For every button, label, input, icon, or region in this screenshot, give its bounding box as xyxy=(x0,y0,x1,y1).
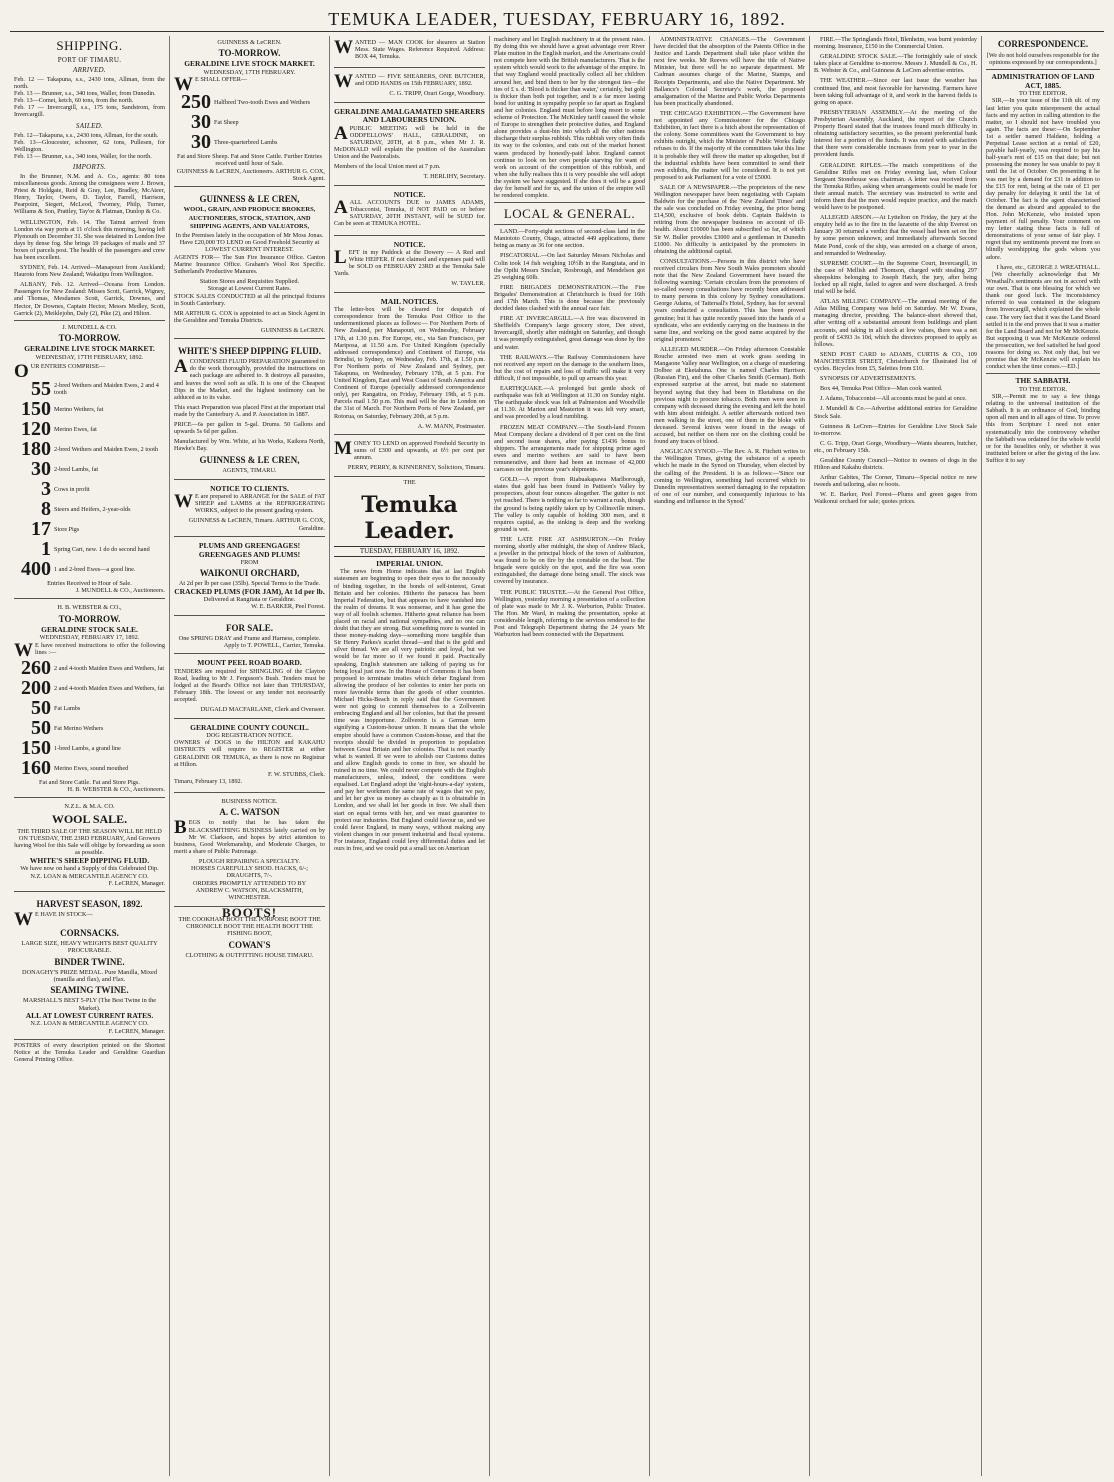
wanted-shearers: ANTED — FIVE SHEARERS, ONE BUTCHER, and ODD HANDS on 15th FEBRUARY, 1892. xyxy=(355,73,485,88)
news-paragraph: GERALDINE RIFLES.—The match competitions of the Geraldine Rifles met on Friday evening last, when Colour Sergeant Stonehouse was chairman. A letter was received from the Temuka Rifles, asking when arrangements could be made for their annual match. The secretary was instructed to write and inform them that the men would require practice, and the match would have to be postponed. xyxy=(814,161,977,212)
mundell-entry-count: 400 xyxy=(21,557,51,580)
local-general-heading: LOCAL & GENERAL. xyxy=(503,206,636,222)
gl-entry-count: 30 xyxy=(191,111,211,134)
seaming-text: MARSHALL'S BEST 5-PLY (The Best Twine in the Market). xyxy=(22,997,157,1012)
dog-body: OWNERS of DOGS in the HILTON and KAKAHU DISTRICTS will require to REGISTER at either GERALDINE OR TEMUKA, as there is now no Registrar at Hilton. xyxy=(174,739,325,768)
mundell-entry-count: 17 xyxy=(31,517,51,540)
forsale-ad xyxy=(174,618,325,655)
sale-date: WEDNESDAY, 17TH FEBRUARY, 1892. xyxy=(35,353,144,361)
wool-sale-title: WOOL SALE. xyxy=(51,811,128,826)
mundell-entry-desc: Steers and Heifers, 2-year-olds xyxy=(54,505,131,513)
gl2-lend: Have £20,000 TO LEND on Good Freehold Security at LOWEST CURRENT INTEREST. xyxy=(179,239,320,254)
cowans-sub: CLOTHING & OUTFITTING HOUSE TIMARU. xyxy=(185,951,314,959)
dog-reg-ad xyxy=(174,721,325,794)
gl2-storage: Storage at Lowest Current Rates. xyxy=(207,285,292,293)
news-paragraph: J. Adams, Tobacconist—All accounts must be paid at once. xyxy=(820,395,967,403)
mundell-entry-row xyxy=(14,517,165,540)
watson-title: A. C. WATSON xyxy=(219,807,280,818)
union-title: GERALDINE AMALGAMATED SHEARERS AND LABOURERS UNION. xyxy=(334,106,485,125)
column-7 xyxy=(982,36,1104,1476)
mundell-entry-row xyxy=(14,477,165,500)
plough: PLOUGH REPAIRING A SPECIALTY. xyxy=(198,857,301,865)
gl-entry-desc: Halfbred Two-tooth Ewes and Wethers xyxy=(214,99,311,107)
gl2-title: GUINNESS & LE CREN, xyxy=(199,194,300,205)
gl-entry-row xyxy=(174,113,325,132)
cornsacks-text: LARGE SIZE, HEAVY WEIGHTS BEST QUALITY PROCURABLE. xyxy=(21,940,158,955)
notice-clients-body: E are prepared to ARRANGE for the SALE of FAT SHEEP and LAMBS at the REFRIGERATING WORKS, subject to the present grading system. xyxy=(195,493,325,515)
mundell-entry-count: 8 xyxy=(41,497,51,520)
webster-entry-desc: Fat Merino Wethers xyxy=(54,724,104,732)
notice-adams-ad xyxy=(334,188,485,236)
correspondence-note: [We do not hold ourselves responsible for the opinions expressed by our correspondents.] xyxy=(986,52,1100,67)
union-ad xyxy=(334,105,485,186)
local-news-list xyxy=(494,228,645,638)
plums-from: FROM xyxy=(240,559,259,567)
mundell-entry-count: 1 xyxy=(41,537,51,560)
mundell-sign: J. MUNDELL & CO., Auctioneers. xyxy=(75,587,165,595)
divider-3 xyxy=(986,69,1100,70)
entries-footer: Entries Received to Hour of Sale. xyxy=(47,579,132,587)
news-paragraph: THE LATE FIRE AT ASHBURTON.—On Friday morning, shortly after midnight, the shop of Andrew Black, a jeweller in the principal block of the town of Ashburton, was found to be on fire by the constable on the beat. The brigade were quickly on the spot, and the fire was soon extinguished, the damage done being small. The stock was covered by insurance. xyxy=(494,535,645,586)
gl3-sub: AGENTS, TIMARU. xyxy=(222,467,277,475)
news-paragraph: LAND.—Forty-eight sections of second-class land in the Maniototo County, Otago, attracted 449 applications, there being as many as 36 for one section. xyxy=(494,228,645,250)
whites-body: CONDENSED FLUID PREPARATION guaranteed to do the work thoroughly, provided the instructions on each package are adhered to. It destroys all parasites, and leaves the wool soft as silk. It is one of the Cheapest Dips in the Market, and the highest testimony can be adduced as to its value. xyxy=(174,358,325,401)
news-paragraph: SUPREME COURT.—In the Supreme Court, Invercargill, in the case of Mellish and Thomson, charged with stealing 297 sheepskins belonging to Joseph Hatch, the jury, after being locked up all night, failed to agree and were discharged. A fresh trial will be held. xyxy=(814,259,977,296)
divider xyxy=(494,202,645,203)
mundell-entry-desc: 2-bred Lambs, fat xyxy=(54,465,99,473)
sydney-news: SYDNEY, Feb. 14. Arrived—Manapouri from Auckland; Hauroto from New Zealand; Wakatipu from Wellington. xyxy=(14,264,165,279)
gl-entry-row xyxy=(174,93,325,112)
wellington-news: WELLINGTON, Feb. 14. The Tainui arrived from London via way ports at 11 o'clock this morning, having left Plymouth on December 31. She was detained in London five days by dense fog. She brings 19 packages of mails and 37 boxes of parcels post. The health of the passengers and crew has been excellent. xyxy=(14,218,165,261)
sailed-list: Feb. 12—Takapuna, s.s., 2430 tons, Allman, for the south. Feb. 13—Gloucester, schooner, 62 tons, Pullesen, for Wellington. Feb. 13 — Brunner, s.s., 340 tons, Waller, for the north. xyxy=(14,131,165,160)
divider-2 xyxy=(494,224,645,225)
waikonui: WAIKONUI ORCHARD, xyxy=(199,568,300,579)
gl-entry-row xyxy=(174,133,325,152)
gl2-cox: MR ARTHUR G. COX is appointed to act as Stock Agent in the Geraldine and Temuka Districts. xyxy=(174,309,325,324)
correspondence-heading: CORRESPONDENCE. xyxy=(997,39,1089,49)
notice1-head: NOTICE. xyxy=(393,189,426,199)
news-paragraph: W. E. Barker, Peel Forest—Plums and green gages from Waikonui orchard for sale; quotes prices. xyxy=(814,491,977,506)
news-paragraph: ATLAS MILLING COMPANY.—The annual meeting of the Atlas Milling Company was held on Saturday. Mr W. Evans, managing director, presiding. The balance-sheet showed that, after writing off a substantial amount from buildings and plant accounts, and taking in all stock at low values, there was a net profit of £4393 3s 10d, which the directors proposed to apply as follows. xyxy=(814,298,977,348)
editorial-continued: machinery and let English machinery in at the present rates. By doing this we should have a great advantage over River Plate mutton in the English market, and the Americans could not compete here with the British manufacturers. That is the system which would work to the advantage of the empire. In that way England would practically collect all her children around her, and bind them to her by the strongest ties—the ties of £ s. d. 'Blood is thicker than water,' certainly, but gold is thicker than both put together, and is a far more lasting bond for uniting in sympathy people so far apart as England and her colonies. England must before long resort to some scheme of Protection. The McKinley tariff caused the whole of Europe to strengthen their protective duties, and England alone provides a dust-bin into which all the other nations discharge their surplus rubbish. This rubbish very often finds its way to the colonies, and cuts out of the market honest wares produced by honestly-paid labor. England cannot continue to look on her own people starving for want of work on account of the competition of this rubbish, and when she fully realises this it is very possible she will adopt the system we have suggested. If she does it will be a good day for herself and for us, and the union of the empire will be rendered complete. xyxy=(494,36,645,200)
harvest-title: HARVEST SEASON, 1892. xyxy=(36,899,143,910)
dropcap-m: M xyxy=(334,437,352,459)
news-paragraph: GOLD.—A report from Riabuakapawa Marlborough, states that gold has been found in Pattison's Valley by prospectors, about four ounces altogether. The gutter is not yet reached. There is nothing so far to warrant a rush, though the ground is being rapidly taken up by Collinsville miners. The valley is only capable of holding 300 men, and it requires capital, as the sinking is deep and the working ground is wet. xyxy=(494,476,645,533)
imperial-head: IMPERIAL UNION. xyxy=(376,558,443,568)
mundell-entry-row xyxy=(14,417,165,440)
barker-sign: W. E. BARKER, Peel Forest. xyxy=(251,603,325,611)
gl2-sign: GUINNESS & LeCREN. xyxy=(260,326,325,334)
nz-loan-2: N.Z. LOAN & MERCANTILE AGENCY CO. xyxy=(30,1020,149,1028)
whites-dip-title: WHITE'S SHEEP DIPPING FLUID. xyxy=(29,855,150,865)
gl2-premises: In the Premises lately in the occupation of Mr Moss Jonas. xyxy=(175,231,324,239)
news-paragraph: PISCATORIAL.—On last Saturday Messrs Nicholas and Colin took 14 fish weighing 10½lb in the Rangitata, and in the Opihi Messrs Sinclair, Rosbrough, and Mendelson got 25 weighing 60lb. xyxy=(494,252,645,281)
editor-note: [We cheerfully acknowledge that Mr Wreathall's sentiments are not in accord with our own. That is one blessing for which we thank our good luck. The inconsistency referred to was contained in the telegram from Invercargill, which explained the whole case. The very fact that it was the Land Board settled it in the end proves that it was a matter for the Land Board and not for Mr McKenzie. But supposing it was Mr McKenzie ordered the prosecution, we feel satisfied he had good reasons for doing so. Not only that, but we promise that Mr McKenzie will explain his conduct when the time comes.—ED.] xyxy=(986,270,1100,371)
whites-prize: This exact Preparation was placed First at the important trial made by the Canterbury A. and P. Association in 1887. xyxy=(174,403,325,418)
mtpeel-ad xyxy=(174,656,325,718)
to-editor-2: TO THE EDITOR. xyxy=(1018,385,1068,393)
notice1-body: ALL ACCOUNTS DUE to JAMES ADAMS, Tobacconist, Temuka, if NOT PAID on or before SATURDAY, 20TH INSTANT, will be SUED for. Can be seen at TEMUKA HOTEL. xyxy=(334,199,485,228)
gl-entry-desc: Fat Sheep xyxy=(214,119,239,127)
dog-sign: F. W. STUBBS, Clerk. xyxy=(267,770,325,778)
webster-entry-row xyxy=(14,656,165,679)
admin-land-heading: ADMINISTRATION OF LAND ACT, 1885. xyxy=(991,72,1095,90)
news-paragraph: J. Mundell & Co.—Advertise additional entries for Geraldine Stock Sale. xyxy=(814,405,977,420)
binder-title: BINDER TWINE. xyxy=(54,956,125,967)
gl-market: GERALDINE LIVE STOCK MARKET. xyxy=(184,59,315,69)
mtpeel-body: TENDERS are required for SHINGLING of the Clayton Road, leading to Mr J. Ferguson's Bush. Tenders must be lodged at the Board's Office not later than THURSDAY, February 18th. The lowest or any tender not necessarily accepted. xyxy=(174,667,325,704)
news-list-2 xyxy=(654,36,805,505)
mundell-entry-row xyxy=(14,457,165,480)
dropcap-a: A xyxy=(174,356,188,378)
notice-clients-sign: GUINNESS & LeCREN, Timaru. ARTHUR G. COX, Geraldine. xyxy=(188,517,325,532)
gl-date: WEDNESDAY, 17TH FEBRUARY. xyxy=(203,68,296,76)
whites-fluid-ad xyxy=(174,341,325,479)
news-paragraph: GERALDINE STOCK SALE.—The fortnightly sale of stock takes place at Geraldine to-morrow. Messrs J. Mundell & Co., H. B. Webster & Co., and Guinness & LeCren advertise entries. xyxy=(814,53,977,75)
webster-entry-desc: Fat Lambs xyxy=(54,704,81,712)
dropcap-o: O xyxy=(14,360,29,382)
entries-intro: UR ENTRIES COMPRISE— xyxy=(30,362,106,370)
news-paragraph: ALLEGED MURDER.—On Friday afternoon Constable Rouche arrested two men at work grass seeding in Mangaone Valley near Wellington, on a charge of murdering Dolbee at Eketahuna. One is named Charles Harrison (Russian Fin), and the other Charles Smith (German). Both expressed surprise at the arrest, but made no statement beyond saying that they had been in Eketahuna on the previous night to procure tobacco. Both men were seen in company with deceased during the evening and left the hotel with him about midnight. A settler afterwards noticed two men walking in the street, one of them in the bloke with deceased. Several knives were found in the swags of accused, but neither on them nor on the clothing could be found any traces of blood. xyxy=(654,345,805,446)
mundell-entry-desc: 2-bred Wethers and Maiden Ewes, 2 tooth xyxy=(54,445,159,453)
whites-title: WHITE'S SHEEP DIPPING FLUID. xyxy=(177,346,322,357)
leader-date: TUESDAY, FEBRUARY 16, 1892. xyxy=(334,546,485,557)
dropcap-w: W xyxy=(14,639,33,661)
mundell-entry-desc: Store Pigs xyxy=(54,525,80,533)
news-paragraph: Arthur Gabites, The Corner, Timaru—Special notice re new tweeds and tailoring, also re boots. xyxy=(814,474,977,489)
money-lend-ad xyxy=(334,437,485,477)
mail-body: The letter-box will be cleared for despatch of correspondence from the Temuka Post Office to the undermentioned places as follows:— For Northern Ports of New Zealand, per Manapouri, on Wednesday, February 17th, at 1.30 p.m. For Europe, etc., via San Francisco, per Mariposa, at 11.50 a.m. For United Kingdom (specially addressed correspondence) and Continent of Europe, via Brindisi, to Sydney, on Wednesday, Feb. 17th, at 1.50 p.m. For Northern ports of New Zealand and Sydney, per Takapuna, on Wednesday, February 17th, at 5 p.m. For United Kingdom, East and West Coast of South America and Continent of Europe (specially addressed correspondence only), per Rangatira, on Friday, February 19th, at 5 p.m. Parcels mail 1.50 p.m. This mail will be due in London on the 31st of March. For Northern Ports of New Zealand, per Rotorua, on Saturday, February 20th, at 5 p.m. xyxy=(334,306,485,420)
gl-entry-count: 30 xyxy=(191,131,211,154)
land-letter: SIR,—In your issue of the 11th ult. of my last letter you quite misrepresent the actual facts and my action in calling attention to the matter, so I should not have troubled you again. The facts are these:—On September 1st a settler named Haldane, holding a Perpetual Lease section at a rental of £20, payable half-yearly, was required to pay his half-year's rent of £15 on that date; but not possessing the money he was unable to pay it until the 1st of October. On presenting it he was met by a demand for £31 in addition to the £15 for rent, being at the rate of £1 per day penalty for delaying it until the 1st of October. The fact is the agent characterised the demand as absurd and appealed to the Hon. John McKenzie, who insisted upon payment of full penalty. Your comment on my letter stating these facts is full of demonstrations of your sense of fair play. I regret that my sentiments prevent me from so blindly worshipping the gods whom you adore. xyxy=(986,97,1100,261)
mundell-firm: J. MUNDELL & CO. xyxy=(62,323,117,331)
mundell-entry-count: 150 xyxy=(21,397,51,420)
mail-notices xyxy=(334,295,485,435)
live-stock-market: GERALDINE LIVE STOCK MARKET. xyxy=(24,344,155,354)
news-paragraph: FROZEN MEAT COMPANY.—The South-land Frozen Meat Company declare a dividend of 8 per cent on the first and second issue shares, after paying £1436 bonus to shippers. The arrangements made for shipping prime aged ewes and merino wethers are said to have been remunerative, and there had been an increase of 42,000 carcases on the previous year's shipments. xyxy=(494,423,645,474)
webster-entry-count: 160 xyxy=(21,756,51,779)
notice2-sign: W. TAYLER. xyxy=(451,280,485,288)
column-6 xyxy=(810,36,982,1476)
news-paragraph: THE RAILWAYS.—The Railway Commissioners have not received any report on the damage to the southern lines, but the cost of repairs and loss of traffic will make it very difficult, if not impossible, to pull up arrears this year. xyxy=(494,353,645,382)
webster-entry-row xyxy=(14,716,165,739)
arrived-list: Feb. 12 — Takapuna, s.s., 2430 tons, Allman, from the north. Feb. 13 — Brunner, s.s., 340 tons, Waller, from Dunedin. Feb. 13—Comet, ketch, 60 tons, from the north. Feb. 17 — Invercargill, s.s., 175 tons, Sandstrom, from Invercargill. xyxy=(14,76,165,119)
mundell-entry-desc: 2-bred Wethers and Maiden Ewes, 2 and 4 tooth xyxy=(54,382,159,397)
news-paragraph: CONSULTATIONS.—Persons in this district who have received circulars from New South Wales promoters should note that the New Zealand Government have issued the following warning: 'Certain circulars from the promoters of so-called sweep consultations have recently been addressed to many persons in this colony by Sydney consultations. George Adams, of Tattersall's Hotel, Sydney, has for several years conducted a consultation. This has been proved genuine; but it has quite recently passed into the hands of a syndicate, who are evidently carrying on the business in the same line, and working on the good name acquired by the original promoters.' xyxy=(654,257,805,343)
union-members: Members of the local Union meet at 7 p.m. xyxy=(334,163,441,171)
webster-footer: Fat and Store Cattle. Fat and Store Pigs. xyxy=(39,778,140,786)
mundell-entry-row xyxy=(14,437,165,460)
webster-entry-count: 50 xyxy=(31,716,51,739)
mundell-entry-desc: 1 and 2-bred Ewes—a good line. xyxy=(54,565,136,573)
lecren-manager: F. LeCREN, Manager. xyxy=(108,879,165,887)
geraldine-stock-sale: GERALDINE STOCK SALE. xyxy=(41,624,138,634)
news-paragraph: FIRE AT INVERCARGILL.—A fire was discovered in Sheffield's Company's large grocery store, Dee street, Invercargill, shortly after midnight on Saturday, and though it was promptly extinguished, great damage was done by fire and water. xyxy=(494,315,645,351)
columns xyxy=(10,36,1104,1476)
gl3-title: GUINNESS & LE CREN, xyxy=(199,455,300,466)
mundell-entry-desc: Merino Ewes, fat xyxy=(54,425,97,433)
divider-4 xyxy=(986,373,1100,374)
sabbath-heading: THE SABBATH. xyxy=(1015,376,1071,386)
news-paragraph: C. G. Tripp, Orari Gorge, Woodbury—Wants shearers, butcher, etc., on February 15th. xyxy=(814,439,977,454)
forsale-apply: Apply to T. POWELL, Carrier, Temuka. xyxy=(223,642,325,649)
cornsacks-title: CORNSACKS. xyxy=(60,928,119,939)
webster-entry-count: 200 xyxy=(21,676,51,699)
union-sign: T. HERLIHY, Secretary. xyxy=(423,173,485,181)
webster-entry-row xyxy=(14,696,165,719)
to-editor: TO THE EDITOR. xyxy=(1018,90,1068,98)
webster-entry-desc: Merino Ewes, sound mouthed xyxy=(54,764,129,772)
gl-more: Fat and Store Sheep. Fat and Store Cattle. Further Entries received until hour of Sale. xyxy=(177,153,322,168)
shipping-heading: SHIPPING. xyxy=(56,38,123,53)
posters-ad: POSTERS of every description printed on the Shortest Notice at the Temuka Leader and Geraldine Guardian General Printing Office. xyxy=(14,1042,165,1064)
webster-entry-count: 50 xyxy=(31,696,51,719)
cowans-title: COWAN'S xyxy=(228,939,271,950)
gl-brokers-ad xyxy=(174,189,325,339)
dropcap-l: L xyxy=(334,247,347,268)
horses: HORSES CAREFULLY SHOD. HACKS, 6/-; DRAUGHTS, 7/-. xyxy=(190,865,309,880)
wanted-shearers-ad xyxy=(334,70,485,102)
imports-text: In the Brunner, N.M. and A. Co., agents: 80 tons miscellaneous goods. Among the consignees were J. Brown, Priest & Holdgate, Reid & Gray, Lee, Bradley, McAteer, Henry, Taylor, Owers, D. Taylor, Farrell, Harrison, Pearpoint, Siegert, McLeod, Twomey, Philp, Turner, Williams & Son, Prattley, Tay'or & Flatman, Dunlop & Co. xyxy=(14,172,165,216)
mundell-entry-row xyxy=(14,497,165,520)
dropcap-w4: W xyxy=(174,491,193,513)
news-list-3 xyxy=(814,36,977,506)
albany-news: ALBANY, Feb. 12. Arrived—Oceana from London. Passengers for New Zealand: Misses Scott, Garrick, Wigney, and Thomas, Mesdames Scott, Garrick, Downes, and Hector, Dr Downes, Captain Hector, Messrs Medley, Scott, Garrick (2), Meiklejohn, Daly (2), Pike (2), and Hilton. xyxy=(14,281,165,317)
tomorrow-heading: TO-MORROW. xyxy=(58,333,121,344)
gl-entries-list xyxy=(174,93,325,152)
notice2-body: EFT in my Paddock at the Dowery — A Red and White HEIFER. If not claimed and expenses paid will be SOLD on FEBRUARY 23RD at the Temuka Sale Yards. xyxy=(334,249,485,278)
entries-list xyxy=(14,377,165,580)
webster-entry-desc: 1-bred Lambs, a grand line xyxy=(54,744,121,752)
arrived-heading: ARRIVED. xyxy=(73,66,106,74)
news-paragraph: THE PUBLIC TRUSTEE.—At the General Post Office, Wellington, yesterday morning a presentation of a collection of plate was made to Mr J. K. Warburton, Public Trustee. The Hon. Mr Ward, in making the presentation, spoke at considerable length, referring to the services rendered to the Post and Telegraph Department during the 24 years Mr Warburton had been connected with the Department. xyxy=(494,588,645,639)
watson-body: EGS to notify that he has taken the BLACKSMITHING BUSINESS lately carried on by Mr W. Clarkson, and hopes by strict attention to business, Good Workmanship, and Moderate Charges, to merit a share of Public Patronage. xyxy=(174,819,325,855)
the-label: THE xyxy=(403,478,416,486)
sailed-heading: SAILED. xyxy=(75,121,104,130)
news-paragraph: Geraldine County Council—Notice to owners of dogs in the Hilton and Kakahu districts. xyxy=(814,456,977,472)
news-paragraph: EARTHQUAKE.—A prolonged but gentle shock of earthquake was felt at Wellington at 11.30 on Sunday night. The earthquake shock was felt at Palmerston and Woodville at 11.30. At Marton and Masterton it was felt very smart, and was preceded by a loud rumbling. xyxy=(494,385,645,421)
webster-entry-desc: 2 and 4-tooth Maiden Ewes and Wethers, fat xyxy=(54,684,165,692)
nz-loan: N.Z. LOAN & MERCANTILE AGENCY CO. xyxy=(30,872,149,880)
harvest-ad xyxy=(14,894,165,1040)
news-paragraph: ANGLICAN SYNOD.—The Rev. A. R. Fitchett writes to the Wellington Times, giving the substance of a speech which he made in the Synod on Thursday, when elected by the calling of the President. It is as follows:—'Since our coming to Wellington, something had occurred which to Dunedin representatives seemed damaging to the reputation of one of our number, and consequently injurious to his standing and influence in the Synod.' xyxy=(654,448,805,505)
mundell-ad xyxy=(14,320,165,600)
watson-ad xyxy=(174,795,325,907)
mundell-entry-count: 180 xyxy=(21,437,51,460)
mundell-entry-row xyxy=(14,377,165,400)
notice-clients-ad xyxy=(174,482,325,537)
news-paragraph: SEND POST CARD to ADAMS, CURTIS & CO., 109 MANCHESTER STREET, Christchurch for Illustrated list of cycles. Bicycles from £5, Safeties from £10. xyxy=(814,350,977,373)
boots-list: THE COOKHAM BOOT THE PORPOISE BOOT THE CHRONICLE BOOT THE HEALTH BOOT THE FISHING BOOT, xyxy=(178,915,321,938)
dropcap-w6: W xyxy=(334,71,353,93)
cracked-plums: CRACKED PLUMS (FOR JAM), At 1d per lb. xyxy=(174,586,325,596)
orders: ORDERS PROMPTLY ATTENDED TO BY xyxy=(192,879,307,887)
mtpeel-sign: DUGALD MACFARLANE, Clerk and Overseer. xyxy=(200,706,325,714)
wanted-cook: ANTED — MAN COOK for shearers at Station Mess. State Wages. Reference Required. Address: BOX 44, Temuka. xyxy=(355,39,485,61)
forsale-title: FOR SALE. xyxy=(225,622,273,633)
wool-sale-ad xyxy=(14,800,165,892)
watson-sign: ANDREW C. WATSON, BLACKSMITH, WINCHESTER. xyxy=(195,887,304,902)
wanted-cook-ad xyxy=(334,36,485,68)
wool-sale-text: THE THIRD SALE OF THE SEASON WILL BE HELD ON TUESDAY, THE 23RD FEBRUARY, And Growers having Wool for this Sale will oblige by forwarding as soon as possible. xyxy=(14,827,165,857)
webster-entry-count: 260 xyxy=(21,656,51,679)
column-2 xyxy=(170,36,330,1476)
tripp-sign: C. G. TRIPP, Orari Gorge, Woodbury. xyxy=(389,90,485,98)
whites-dip-text: We have now on hand a Supply of this Celebrated Dip. xyxy=(20,865,159,873)
lecren-manager-2: F. LeCREN, Manager. xyxy=(108,1027,165,1035)
webster-entries-list xyxy=(14,656,165,779)
webster-intro: E have received instructions to offer the following lines :— xyxy=(35,641,165,656)
dropcap-a3: A xyxy=(334,197,348,219)
gl-entry-count: 250 xyxy=(181,91,211,114)
leader-title: Temuka Leader. xyxy=(361,491,458,544)
gl2-stock: STOCK SALES CONDUCTED at all the principal fixtures in South Canterbury. xyxy=(174,292,325,307)
webster-entry-desc: 2 and 4-tooth Maiden Ewes and Wethers, fat xyxy=(54,664,165,672)
gl-tomorrow-ad xyxy=(174,36,325,187)
all-rates: ALL AT LOWEST CURRENT RATES. xyxy=(25,1010,154,1020)
webster-entry-count: 150 xyxy=(21,736,51,759)
boots-title: BOOTS! xyxy=(221,904,278,920)
port-heading: PORT OF TIMARU. xyxy=(57,56,122,64)
letter-sign: I have, etc., GEORGE J. WREATHALL. xyxy=(996,263,1100,271)
mundell-entry-row xyxy=(14,557,165,580)
boots-ad xyxy=(174,904,325,959)
mundell-entry-desc: Cows in profit xyxy=(54,485,90,493)
news-paragraph: Guinness & LeCren—Entries for Geraldine Live Stock Sale to-morrow. xyxy=(814,422,977,437)
dog-reg-title: DOG REGISTRATION NOTICE. xyxy=(206,732,293,740)
news-paragraph: PRESBYTERIAN ASSEMBLY.—At the meeting of the Presbyterian Assembly, Auckland, the report of the Church Property Board stated that the trustees found much difficulty in obtaining satisfactory securities, so the present preferential bank interest for a portion of the funds. It was noted with satisfaction that there were considerable increases from year to year in the provident funds. xyxy=(814,108,977,159)
sale-date-2: WEDNESDAY, FEBRUARY 17, 1892. xyxy=(39,634,140,642)
dog-date: Timaru, February 13, 1892. xyxy=(174,778,243,786)
notice-clients-title: NOTICE TO CLIENTS. xyxy=(210,483,289,493)
news-paragraph: THE CHICAGO EXHIBITION.—The Government have not appointed any Commissioner for the Chicago Exhibition, in fact there is a hitch about the representation of the colony. Some committees want the Government to buy exhibits outright, which the Minister of Public Works flatly refuses to do. If the majority of the committees take this line it is probable they will throw the matter up altogether, but if the industrial exhibits have been committed to send their own exhibits, the matter will be considered. It is not yet proposed to ask Parliament for a vote of £5000. xyxy=(654,109,805,181)
notice-heifer-ad xyxy=(334,238,485,293)
webster-entry-row xyxy=(14,676,165,699)
imperial-body: The news from Home indicates that at last English statesmen are beginning to open their eyes to the necessity of binding together, in the bonds of self-interest, Great Britain and her colonies. Hitherto the panacea has been Imperial Federation, but that appears to have vanished into the realm of dreams. It was nonsense, and it has gone the way of all foolish schemes. Hitherto great reliance has been placed on racial and national sympathies, and no one can doubt that they are strong. But something more is wanted in these money-making days—something more tangible than Sir Henry Parkes's scarlet thread—and that is the gold and silver thread. We are all very patriotic and loyal, but we would be far more so if we found it paid. Practically speaking, English statesmen are talking of paying us for being loyal just now. In the House of Commons it has been proposed to terminate treaties which debar England from allowing the produce of her colonies to enter her ports on more favorable terms than the goods of other countries. Michael Hicks-Beach in reply said that the Government were not going to commit themselves to a Zollverein embracing England and all her colonies, but that the present time was inopportune. Zollverein is a German term signifying a Custom-house union. It means that the whole empire should have a common Custom-house, and that the receipts should be divided in proportion to population between Great Britain and her colonies. That is not exactly what is wanted. If we were to abolish our Customs duties and allow English goods to come in free, we should be ruined in no time. We could never compete with the English manufacturers, unless, indeed, the conditions were equalised. Let England adopt the 'eight-hours-a-day' system, and pay her workmen the same rate of wages that we pay, and let her give us money as cheaply as it is obtainable in London, and we shall let her goods in free. We shall then start on equal terms with her, and we must guarantee to protect our industries. But England could favour us, and we could favor England, in many ways, without making any violent changes in our present industrial and fiscal systems. For instance, England could levy differential duties and let ours in free, and we could put a small tax on American xyxy=(334,568,485,852)
gl2-agents: AGENTS FOR— The Sun Fire Insurance Office. Canton Marine Insurance Office. Graham's Wool Rot Specific. Sutherland's Productive Manures. xyxy=(174,253,325,275)
column-3 xyxy=(330,36,490,1476)
masthead: TEMUKA LEADER, TUESDAY, FEBRUARY 16, 1892. xyxy=(10,8,1104,32)
webster-entry-row xyxy=(14,736,165,759)
news-paragraph: ADMINISTRATIVE CHANGES.—The Government have decided that the absorption of the Patents Office in the Justice and Lands Department shall take place within the next few weeks. Mr Reeves will have the title of Native Minister, but there will be no separate department. Mr Cadman assumes charge of the Marine, Stamps, and Receipts Departments, and also the Native Department. Mr Ballance's Colonial Secretary's work, the proposed amalgamation of the Marine and Public Works Departments has been practically abandoned. xyxy=(654,36,805,107)
plums-delivered: Delivered at Rangitata or Geraldine. xyxy=(203,596,296,604)
mundell-entry-count: 120 xyxy=(21,417,51,440)
mtpeel-title: MOUNT PEEL ROAD BOARD. xyxy=(197,658,302,668)
plums-title: PLUMS AND GREENGAGES! GREENGAGES AND PLUMS! xyxy=(198,541,301,559)
mail-sign: A. W. MANN, Postmaster. xyxy=(417,422,485,430)
news-paragraph: SYNOPSIS OF ADVERTISEMENTS. xyxy=(820,375,917,383)
mundell-entry-count: 55 xyxy=(31,377,51,400)
column-1 xyxy=(10,36,170,1476)
gcc-title: GERALDINE COUNTY COUNCIL. xyxy=(190,722,309,732)
news-paragraph: ALLEGED ARSON.—At Lyttelton on Friday, the jury at the enquiry held as to the fire in the lazarette of the ship Everest on January 30 returned a verdict that the vessel had been set on fire by some person unknown; and immediately afterwards Second Mate Pond, cook of the ship, was arrested on a charge of arson, and remanded to Wednesday. xyxy=(814,214,977,257)
gl-firm: GUINNESS & LeCREN. xyxy=(217,39,282,46)
column-4 xyxy=(490,36,650,1476)
mundell-entry-row xyxy=(14,397,165,420)
gl2-station: Station Stores and Requisites Supplied. xyxy=(199,277,300,285)
news-paragraph: THE WEATHER.—Since our last issue the weather has continued fine, and most favorable for harvesting. Farmers have been taking full advantage of it, and work in the harvest fields is going on apace. xyxy=(814,77,977,106)
webster-ad xyxy=(14,601,165,798)
webster-sign: H. B. WEBSTER & CO., Auctioneers. xyxy=(67,785,165,793)
column-5 xyxy=(650,36,810,1476)
whites-price: PRICE—6s per gallon in 5-gal. Drums. 50 Gallons and upwards 5s 6d per gallon. xyxy=(174,420,325,436)
plums-price: At 2d per lb per case (35lb). Special Terms to the Trade. xyxy=(178,580,321,588)
mundell-entry-count: 30 xyxy=(31,457,51,480)
dropcap-b: B xyxy=(174,817,187,839)
gl-tomorrow: TO-MORROW. xyxy=(218,48,281,59)
whites-made: Manufactured by Wm. White, at his Works, Kaikora North, Hawke's Bay. xyxy=(174,438,325,453)
dropcap-w5: W xyxy=(334,37,353,58)
news-paragraph: Box 44, Temuka Post Office—Man cook wanted. xyxy=(820,385,943,393)
nzl-ma: N.Z.L. & M.A. CO. xyxy=(64,803,115,811)
news-paragraph: FIRE.—The Springlands Hotel, Blenheim, was burnt yesterday morning. Insurance, £150 in the Commercial Union. xyxy=(814,36,977,51)
webster-firm: H. B. WEBSTER & CO., xyxy=(57,604,122,612)
mundell-entry-desc: Merino Wethers, fat xyxy=(54,405,104,413)
mail-head: MAIL NOTICES. xyxy=(380,296,439,306)
notice2-head: NOTICE. xyxy=(393,239,426,249)
sabbath-letter: SIR,—Permit me to say a few things relating to the universal institution of the Sabbath. It is an ordinance of God, binding upon all men and in all ages of time. To prove this from Scripture I need not enter systematically into the controversy whether the Sabbath was ordained for the whole world or for the Israelites only, or whether it was instituted before or after the giving of the law. Suffice it to say xyxy=(986,393,1100,464)
gl2-sub: WOOL, GRAIN, AND PRODUCE BROKERS, AUCTIONEERS, STOCK, STATION, AND SHIPPING AGENTS, AND VALUATORS, xyxy=(183,206,316,231)
union-body: PUBLIC MEETING will be held in the ODDFELLOWS' HALL, GERALDINE, on SATURDAY, 20TH, at 8 p.m., when Mr J. R. McDONALD will explain the position of the Australian Union and the Pastoralists. xyxy=(334,124,485,161)
webster-entry-row xyxy=(14,756,165,779)
money-sign: PERRY, PERRY, & KINNERNEY, Solicitors, Timaru. xyxy=(347,464,485,472)
imports-heading: IMPORTS. xyxy=(72,162,107,171)
binder-text: DONAGHY'S PRIZE MEDAL. Pure Manilla, Mixed (manilla and flax), and Flax. xyxy=(22,968,157,984)
dropcap-a2: A xyxy=(334,122,348,144)
plums-ad xyxy=(174,539,325,616)
mundell-entry-count: 3 xyxy=(41,477,51,500)
gl-sign: GUINNESS & LeCREN, Auctioneers. ARTHUR G. COX, Stock Agent. xyxy=(176,167,325,182)
tomorrow-heading-2: TO-MORROW. xyxy=(58,613,121,624)
news-paragraph: SALE OF A NEWSPAPER.—The proprietors of the new Wellington newspaper have been negotiating with Captain Baldwin for the purchase of the 'New Zealand Times' and the sale was concluded on Friday evening, the price being £14,500, exclusive of book debts. Captain Baldwin is retiring from the newspaper business on account of ill-health. About £10000 has been subscribed so far, of which Sir W. Buller provides £3000 and a gentleman in Dunedin £1000. No difficulty is anticipated by the promoters in obtaining the additional capital. xyxy=(654,183,805,255)
news-paragraph: FIRE BRIGADES DEMONSTRATION.—The Fire Brigades' Demonstration at Christchurch is fixed for 16th and 17th March. This is done because the previously decided dates clashed with the annual race fair. xyxy=(494,283,645,313)
mundell-entry-row xyxy=(14,537,165,560)
gl-entry-desc: Three-quarterbred Lambs xyxy=(214,139,278,147)
forsale-body: One SPRING DRAY and Frame and Harness, complete. xyxy=(178,634,321,642)
seaming-title: SEAMING TWINE. xyxy=(50,985,129,996)
business-notice: BUSINESS NOTICE. xyxy=(221,798,278,806)
gl-offer: E SHALL OFFER— xyxy=(195,76,248,84)
mundell-entry-desc: Spring Cart, new. 1 do do second hand xyxy=(54,545,150,553)
dropcap-w2: W xyxy=(14,909,33,931)
money-body: ONEY TO LEND on approved Freehold Security in sums of £300 and upwards, at 6½ per cent per annum. xyxy=(353,439,485,462)
have-stock: E HAVE IN STOCK— xyxy=(35,911,93,919)
dropcap-w3: W xyxy=(174,74,193,96)
